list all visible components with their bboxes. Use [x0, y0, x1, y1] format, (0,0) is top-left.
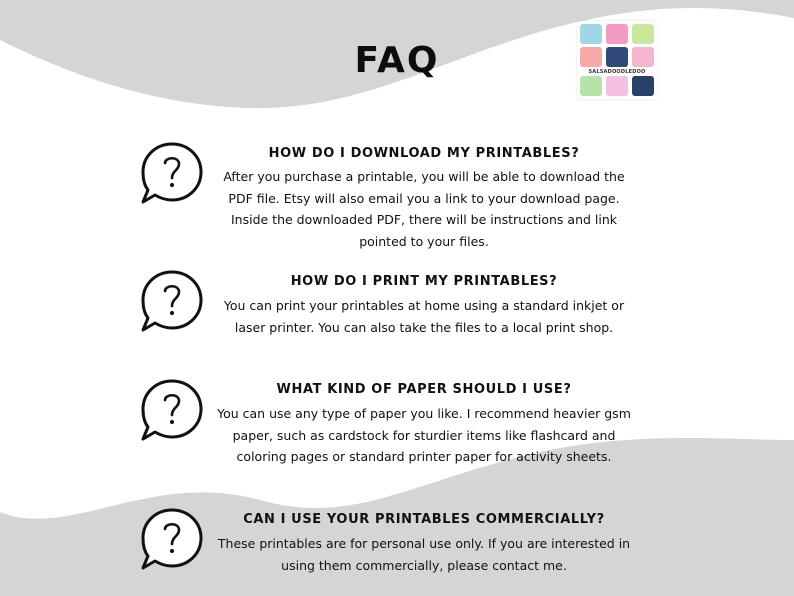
- question-bubble-icon: [138, 140, 206, 208]
- logo: [577, 21, 657, 99]
- faq-question: HOW DO I DOWNLOAD MY PRINTABLES?: [268, 146, 580, 161]
- faq-answer: After you purchase a printable, you will be able to download the PDF file. Etsy will also email you a link to your download page. Inside the downloaded PDF, there will be instructions and link pointed to your files.: [223, 169, 625, 249]
- faq-question: HOW DO I PRINT MY PRINTABLES?: [290, 274, 558, 289]
- faq-answer: You can use any type of paper you like. I recommend heavier gsm paper, such as cardstock for sturdier items like flashcard and coloring pages or standard printer paper for activity sheets.: [217, 406, 631, 464]
- logo-text: SALSADOODLEDOO: [588, 69, 646, 75]
- question-bubble-icon: [138, 506, 206, 574]
- question-bubble-icon: [138, 268, 206, 336]
- page-title: FAQ: [354, 40, 440, 81]
- faq-answer: You can print your printables at home using a standard inkjet or laser printer. You can also take the files to a local print shop.: [223, 298, 625, 335]
- faq-answer: These printables are for personal use only. If you are interested in using them commercially, please contact me.: [217, 536, 631, 573]
- question-bubble-icon: [138, 377, 206, 445]
- faq-question: CAN I USE YOUR PRINTABLES COMMERCIALLY?: [243, 512, 605, 527]
- faq-question: WHAT KIND OF PAPER SHOULD I USE?: [276, 382, 572, 397]
